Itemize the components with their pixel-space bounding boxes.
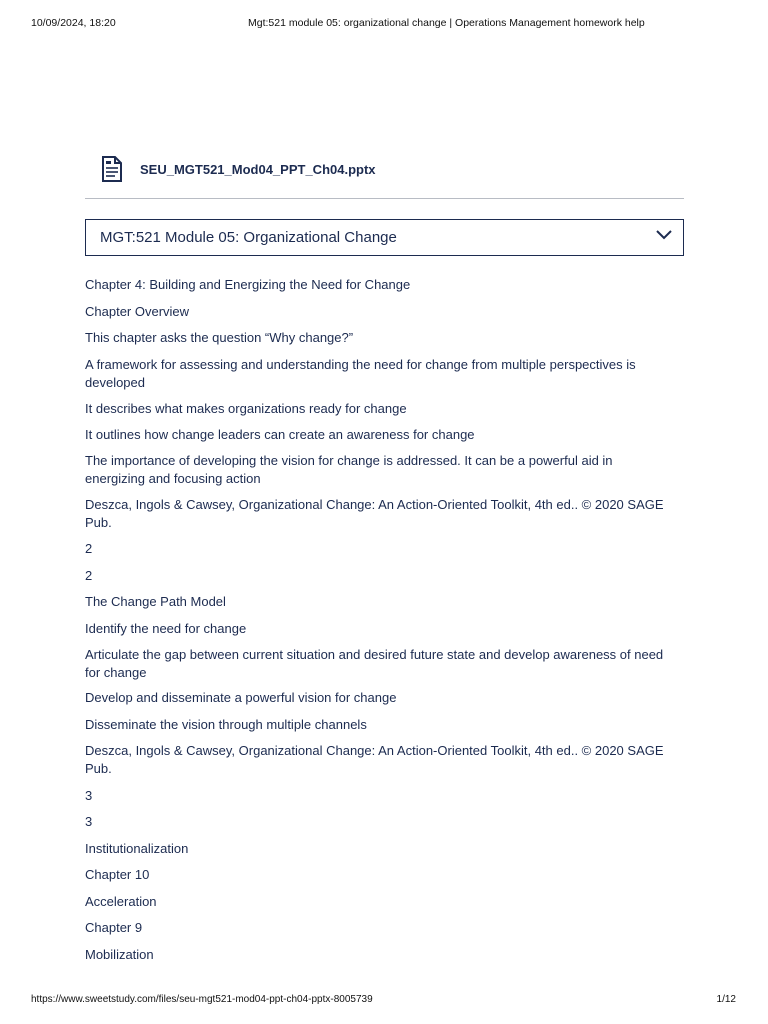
text-line: The Change Path Model: [85, 594, 226, 609]
slide-number: 2: [85, 541, 93, 556]
print-header-title: Mgt:521 module 05: organizational change | Operations Management homework help: [248, 17, 645, 29]
slide-number: 2: [85, 568, 93, 583]
print-footer-page: 1/12: [716, 994, 736, 1005]
print-header-datetime: 10/09/2024, 18:20: [31, 17, 116, 29]
divider: [85, 198, 684, 199]
text-line: Chapter 9: [85, 920, 143, 935]
text-line: Chapter 4: Building and Energizing the Need for Change: [85, 277, 411, 292]
text-line: Acceleration: [85, 894, 157, 909]
text-line: The importance of developing the vision for change is addressed. It can be a powerful aid in energizing and focusing action: [85, 453, 613, 486]
text-line: Identify the need for change: [85, 621, 247, 636]
slide-number: 3: [85, 788, 93, 803]
citation: Deszca, Ingols & Cawsey, Organizational Change: An Action-Oriented Toolkit, 4th ed.. © 2020 SAGE Pub.: [85, 497, 664, 530]
attachment-link[interactable]: [100, 155, 376, 183]
text-line: Articulate the gap between current situation and desired future state and develop awareness of need for change: [85, 647, 664, 680]
document-icon: [100, 155, 124, 183]
text-line: Chapter 10: [85, 867, 150, 882]
text-line: Disseminate the vision through multiple channels: [85, 717, 367, 732]
print-footer-url: https://www.sweetstudy.com/files/seu-mgt521-mod04-ppt-ch04-pptx-8005739: [31, 994, 373, 1005]
text-line: Develop and disseminate a powerful vision for change: [85, 690, 397, 705]
text-line: Mobilization: [85, 947, 154, 962]
module-accordion[interactable]: [85, 219, 684, 256]
attachment-file-name[interactable]: SEU_MGT521_Mod04_PPT_Ch04.pptx: [140, 161, 376, 177]
citation: Deszca, Ingols & Cawsey, Organizational Change: An Action-Oriented Toolkit, 4th ed.. © 2020 SAGE Pub.: [85, 743, 664, 776]
slide-number: 3: [85, 814, 93, 829]
text-line: A framework for assessing and understanding the need for change from multiple perspectives is developed: [85, 357, 636, 390]
text-line: Institutionalization: [85, 841, 189, 856]
text-line: It outlines how change leaders can create an awareness for change: [85, 427, 475, 442]
text-line: Chapter Overview: [85, 304, 190, 319]
text-line: This chapter asks the question “Why change?”: [85, 330, 354, 345]
accordion-title: MGT:521 Module 05: Organizational Change: [100, 229, 397, 246]
chevron-down-icon[interactable]: [655, 228, 673, 242]
text-line: It describes what makes organizations ready for change: [85, 401, 407, 416]
